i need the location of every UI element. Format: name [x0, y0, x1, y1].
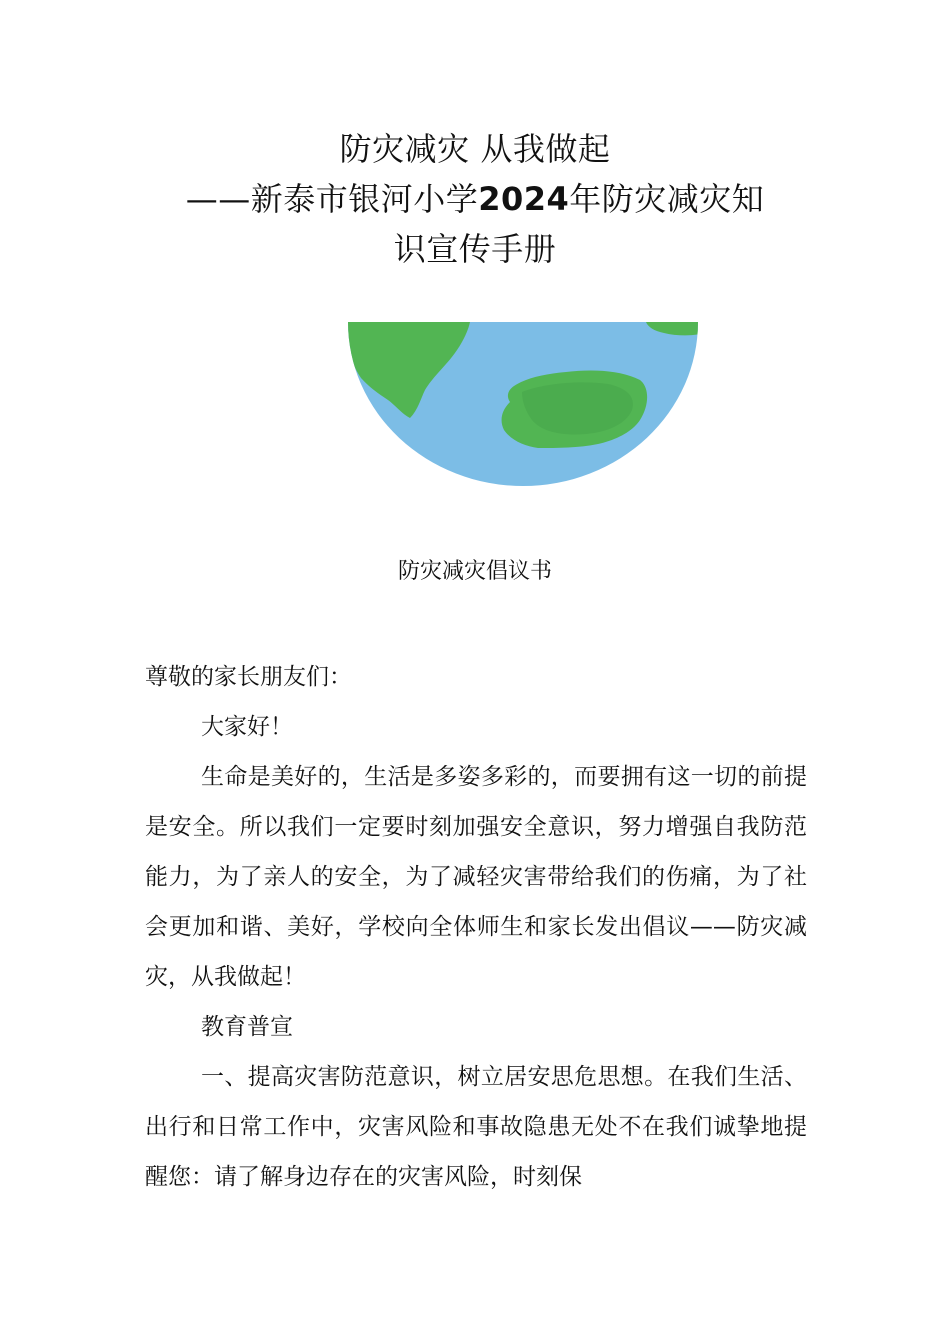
- salutation: 尊敬的家长朋友们：: [145, 664, 352, 690]
- section-title: 教育普宣: [201, 1014, 293, 1040]
- title-line-2: [0, 174, 950, 224]
- title-line-2-prefix: ——新泰市银河小学: [185, 180, 479, 218]
- greeting: 大家好！: [201, 714, 293, 740]
- paragraph-intro: 生命是美好的，生活是多姿多彩的，而要拥有这一切的前提是安全。所以我们一定要时刻加强安全意识，努力增强自我防范能力，为了亲人的安全，为了减轻灾害带给我们的伤痛，为了社会更加和谐、美好，学校向全体师生和家长发出倡议——防灾减灾，从我做起！: [145, 764, 807, 990]
- document-body: [145, 652, 807, 1202]
- proposal-heading: 防灾减灾倡议书: [397, 559, 552, 584]
- globe-illustration: [346, 322, 700, 486]
- title-line-3: 识宣传手册: [393, 230, 557, 268]
- document-title: [0, 124, 950, 274]
- title-line-2-suffix: 年防灾减灾知: [569, 180, 765, 218]
- title-line-1: 防灾减灾 从我做起: [339, 130, 611, 168]
- title-year: 2024: [478, 180, 570, 218]
- paragraph-awareness: 一、提高灾害防范意识，树立居安思危思想。在我们生活、出行和日常工作中，灾害风险和事故隐患无处不在我们诚挚地提醒您：请了解身边存在的灾害风险，时刻保: [145, 1064, 807, 1190]
